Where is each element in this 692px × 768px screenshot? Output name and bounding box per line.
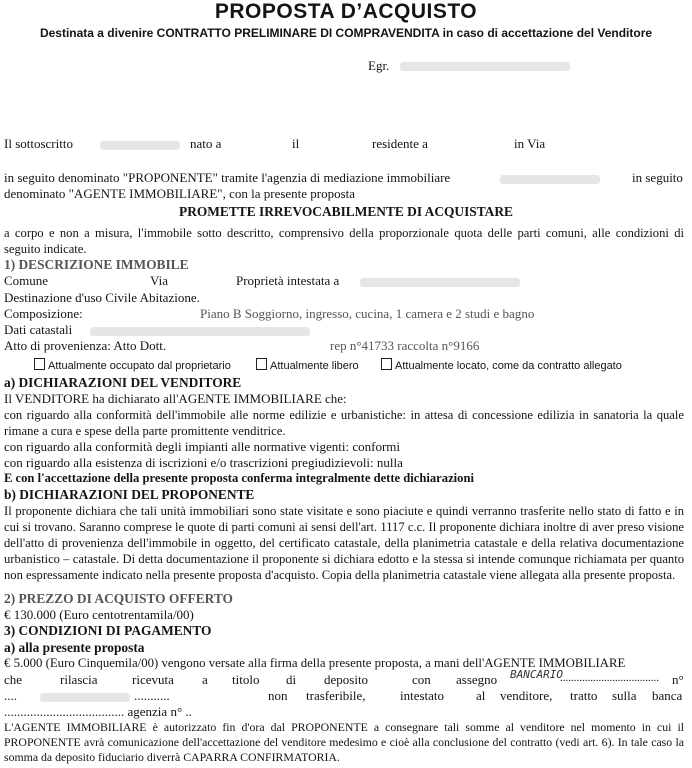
recipient-label: Egr. — [368, 58, 390, 73]
il-label: il — [292, 136, 300, 151]
offered-price: € 130.000 (Euro centotrentamila/00) — [4, 607, 194, 622]
payment-line-2-w8: assegno — [456, 672, 498, 687]
payment-line-2-w3: a — [202, 672, 208, 687]
residente-label: residente a — [372, 136, 428, 151]
redacted-owner — [360, 278, 520, 287]
seller-line-3: con riguardo alla conformità degli impianti alle normative vigenti: conformi — [4, 439, 401, 454]
proponent-declarations-heading: b) DICHIARAZIONI DEL PROPONENTE — [4, 487, 255, 502]
seller-line-4: con riguardo alla esistenza di iscrizioni e/o trascrizioni pregiudizievoli: nulla — [4, 455, 403, 470]
payment-line-2-w4: titolo — [232, 672, 260, 687]
payment-line-1: € 5.000 (Euro Cinquemila/00) vengono versate alla firma della presente proposta, a mani dell'AGENTE IMMOBILIARE — [4, 656, 626, 670]
composizione-label: Composizione: — [4, 306, 83, 321]
payment-line-3-w3: al — [476, 688, 486, 703]
payment-line-2-w6: deposito — [324, 672, 369, 687]
option-free[interactable]: Attualmente libero — [256, 358, 359, 372]
checkbox-icon — [256, 358, 267, 370]
promise-text: a corpo e non a misura, l'immobile sotto descritto, comprensivo della proporzionale quota delle parti comuni, alle condizioni di seguito indicate. — [4, 226, 684, 256]
checkbox-icon — [34, 358, 45, 370]
payment-line-3-w4: venditore, — [500, 688, 553, 703]
redacted-recipient — [400, 62, 570, 71]
seller-line-2: con riguardo alla conformità dell'immobile alle norme edilizie e urbanistiche: in attesa di concessione edilizia in sanatoria la quale rimane a cura e spese della parte promittente venditrice. — [4, 408, 684, 438]
seller-line-1: Il VENDITORE ha dichiarato all'AGENTE IMMOBILIARE che: — [4, 391, 347, 406]
checkbox-icon — [381, 358, 392, 370]
redacted-cadastral — [90, 327, 310, 336]
cheque-mid-dots: ........... — [134, 688, 170, 703]
cheque-number-dots: .... — [4, 688, 17, 703]
redacted-cheque-number — [40, 693, 130, 702]
redacted-agency — [500, 175, 600, 184]
payment-line-2-w2: ricevuta — [132, 672, 174, 687]
redacted-name — [100, 141, 180, 150]
document-title: PROPOSTA D’ACQUISTO — [214, 0, 478, 23]
payment-line-2-w1: rilascia — [60, 672, 98, 687]
payment-line-3-w6: sulla — [612, 688, 637, 703]
payment-line-3-w0: non — [268, 688, 288, 703]
payment-line-3-w1: trasferibile, — [306, 688, 366, 703]
section3-heading: 3) CONDIZIONI DI PAGAMENTO — [4, 623, 212, 638]
payment-line-3-w5: tratto — [570, 688, 598, 703]
payment-line-2-w0: che — [4, 672, 23, 687]
intro-line-3: denominato "AGENTE IMMOBILIARE", con la presente proposta — [4, 186, 356, 201]
option-rented[interactable]: Attualmente locato, come da contratto allegato — [381, 358, 622, 372]
seller-declarations-heading: a) DICHIARAZIONI DEL VENDITORE — [4, 375, 242, 390]
composizione-value: Piano B Soggiorno, ingresso, cucina, 1 camera e 2 studi e bagno — [200, 306, 535, 321]
intro-line-2-end: in seguito — [632, 170, 683, 185]
seller-confirm: E con l'accettazione della presente proposta conferma integralmente dette dichiarazioni — [4, 471, 474, 485]
promise-heading: PROMETTE IRREVOCABILMENTE DI ACQUISTARE — [179, 204, 513, 219]
section3-sub-heading: a) alla presente proposta — [4, 640, 145, 655]
comune-label: Comune — [4, 273, 49, 288]
cheque-dots: .................................... — [560, 672, 659, 684]
via-label: in Via — [514, 136, 546, 151]
option-occupied[interactable]: Attualmente occupato dal proprietario — [34, 358, 231, 372]
nato-a-label: nato a — [190, 136, 222, 151]
proprieta-label: Proprietà intestata a — [236, 273, 340, 288]
proponent-declarations-text: Il proponente dichiara che tali unità immobiliari sono state visitate e sono piaciute e quindi verranno trasferite nello stato di fatto e in cui si trovano. Saranno comprese le quote di parti comuni ai sensi dell'art. 1117 c.c. Il proponente dichiara inoltre di aver preso visione dell'atto di provenienza dell'immobile in oggetto, del certificato catastale, della planimetria catastale e della relativa documentazione urbanistico – catastale. Di detta documentazione il proponente si dichiara edotto e la stessa si intende comunque richiamata per quanto non espressamente indicato nella presente proposta d'acquisto. Copia della planimetria catastale viene allegata alla presente proposta. — [4, 504, 684, 582]
handwritten-cheque-type: BANCARIO — [510, 668, 563, 681]
destinazione: Destinazione d'uso Civile Abitazione. — [4, 290, 200, 305]
payment-line-3-w7: banca — [652, 688, 683, 703]
section1-heading: 1) DESCRIZIONE IMMOBILE — [4, 257, 189, 272]
payment-line-3-w2: intestato — [400, 688, 445, 703]
intro-line-2: in seguito denominato "PROPONENTE" tramite l'agenzia di mediazione immobiliare — [4, 170, 451, 185]
dati-catastali-label: Dati catastali — [4, 322, 73, 337]
provenienza-value: rep n°41733 raccolta n°9166 — [330, 338, 480, 353]
section2-heading: 2) PREZZO DI ACQUISTO OFFERTO — [4, 591, 233, 606]
payment-line-2-w7: con — [412, 672, 431, 687]
cheque-number-label: n° — [672, 672, 684, 687]
payment-line-4: ..................................... agenzia n° .. — [4, 704, 192, 719]
sottoscritto-label: Il sottoscritto — [4, 136, 73, 151]
provenienza-label: Atto di provenienza: Atto Dott. — [4, 338, 167, 353]
payment-line-2-w5: di — [286, 672, 297, 687]
payment-final-text: L'AGENTE IMMOBILIARE è autorizzato fin d'ora dal PROPONENTE a consegnare tali somme al venditore nel momento in cui il PROPONENTE avrà comunicazione dell'accettazione del venditore medesimo e cioè alla conclusione del contratto (vedi art. 6). In tale caso la somma da deposito fiduciario diverrà CAPARRA CONFIRMATORIA. — [4, 720, 684, 764]
document-subtitle: Destinata a divenire CONTRATTO PRELIMINARE DI COMPRAVENDITA in caso di accettazione del Venditore — [39, 26, 653, 40]
via-field-label: Via — [150, 273, 168, 288]
